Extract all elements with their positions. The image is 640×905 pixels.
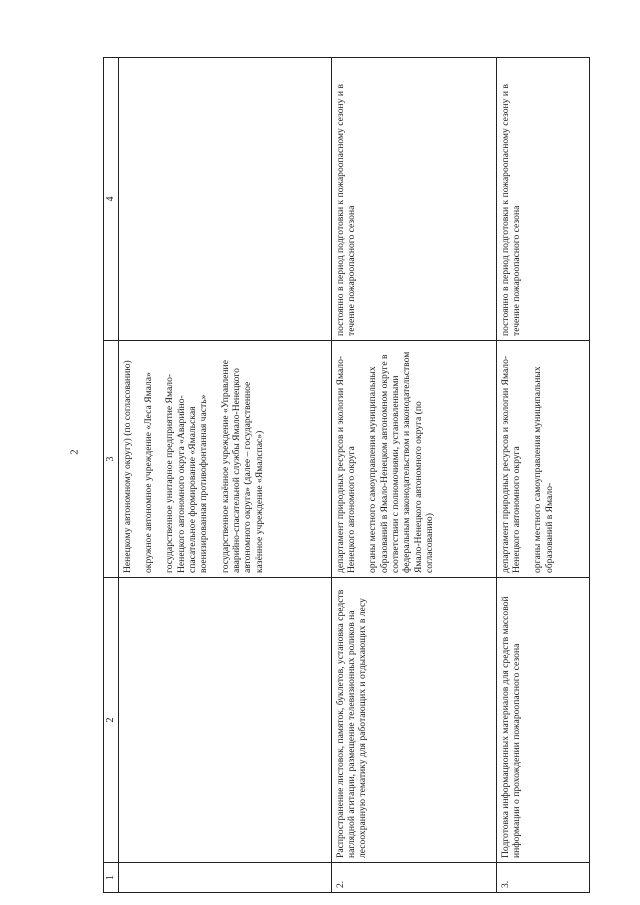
measures-table [103, 57, 590, 893]
table-row [496, 58, 589, 893]
executor-text: департамент природных ресурсов и экологии Ямало-Ненецкого автономного округа [499, 355, 523, 573]
header-col-3: 3 [104, 341, 119, 578]
table-header-row [104, 58, 119, 893]
table-row [331, 58, 496, 893]
executor-text: органы местного самоуправления муниципальных образований в Ямало- [532, 366, 555, 573]
executor-text: окружное автономное учреждение «Леса Ямала» [143, 372, 155, 573]
page-number: 2 [69, 449, 81, 455]
executor-text: органы местного самоуправления муниципальных образований в Ямало-Ненецком автономном округе в соответствии с полномочиями, установленными федеральным законодательством и законодательством Ямало-Ненецкого автономного округа (по согласованию) [367, 351, 435, 573]
row-number: 3. [496, 863, 589, 893]
row-number [118, 863, 331, 893]
executors-cell [118, 341, 331, 578]
activity-cell [118, 578, 331, 863]
row-number: 2. [331, 863, 496, 893]
header-col-4: 4 [104, 58, 119, 341]
term-cell: постоянно в период подготовки к пожароопасному сезону и в течение пожароопасного сезона [496, 58, 589, 341]
rotated-table-container [103, 58, 633, 893]
header-col-2: 2 [104, 578, 119, 863]
executor-text: Ненецкому автономному округу) (по согласованию) [121, 360, 133, 573]
executor-text: государственное казённое учреждение «Управление аварийно-спасательной службы Ямало-Ненецкого автономного округа» (далее – государственное казённое учреждение «Ямалспас») [219, 360, 265, 573]
activity-cell: Распространение листовок, памяток, буклетов, установка средств наглядной агитации, размещение телевизионных роликов на лесоохранную тематику для работающих и отдыхающих в лесу [331, 578, 496, 863]
table-row [118, 58, 331, 893]
executors-cell [496, 341, 589, 578]
activity-cell: Подготовка информационных материалов для средств массовой информации о прохождении пожароопасного сезона [496, 578, 589, 863]
term-cell: постоянно в период подготовки к пожароопасному сезону и в течение пожароопасного сезона [331, 58, 496, 341]
executor-text: государственное унитарное предприятие Ямало-Ненецкого автономного округа «Аварийно-спасательное формирование «Ямальская военизированная противофонтанная часть» [164, 373, 210, 573]
executors-cell [331, 341, 496, 578]
term-cell [118, 58, 331, 341]
header-col-1: 1 [104, 863, 119, 893]
executor-text: департамент природных ресурсов и экологии Ямало-Ненецкого автономного округа [334, 355, 358, 573]
